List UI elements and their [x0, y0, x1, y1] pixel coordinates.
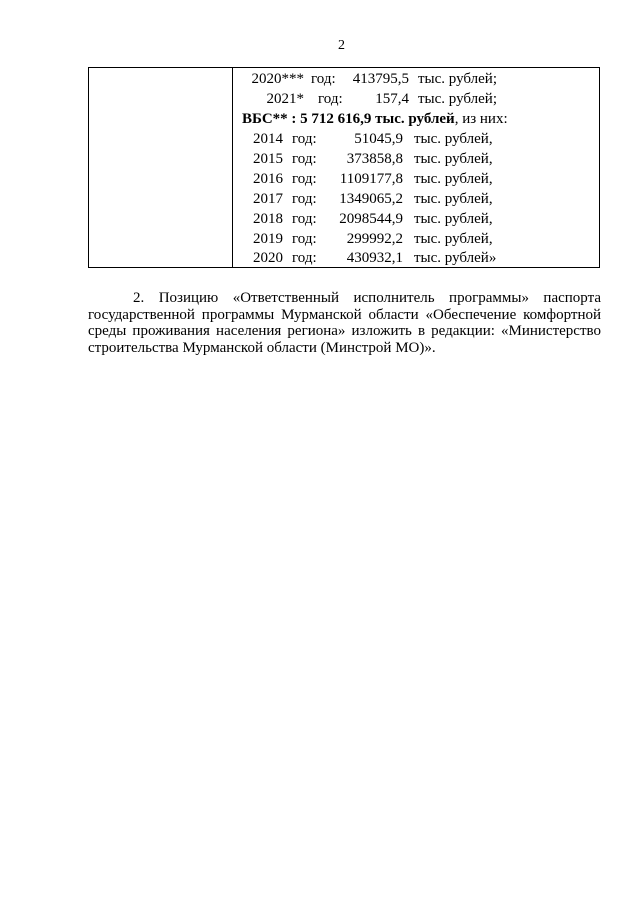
page-number: 2 — [338, 38, 345, 53]
table-row — [89, 229, 599, 249]
vbs-total: ВБС** : 5 712 616,9 тыс. рублей — [242, 111, 455, 127]
unit: тыс. рублей, — [414, 211, 493, 227]
amount: 157,4 — [375, 91, 409, 107]
amount: 2098544,9 — [339, 211, 403, 227]
funding-table — [88, 67, 600, 268]
paragraph-text: 2. Позицию «Ответственный исполнитель программы» паспорта государственной программы Мурманской области «Обеспечение комфортной среды проживания населения региона» изложить в редакции: «Министерство строительства Мурманской области (Минстрой МО)». — [88, 290, 601, 356]
unit: тыс. рублей» — [414, 250, 497, 266]
year: 2018 — [253, 211, 283, 227]
unit: тыс. рублей, — [414, 231, 493, 247]
table-row — [89, 189, 599, 209]
table-row — [89, 149, 599, 169]
year: 2020 — [253, 250, 283, 266]
amount: 430932,1 — [346, 250, 403, 266]
amount: 51045,9 — [354, 131, 403, 147]
year-label: год: — [292, 191, 317, 207]
year-label: год: — [292, 151, 317, 167]
amount: 373858,8 — [346, 151, 403, 167]
year: 2020*** — [251, 71, 304, 87]
year: 2019 — [253, 231, 283, 247]
year: 2014 — [253, 131, 283, 147]
unit: тыс. рублей, — [414, 151, 493, 167]
year-label: год: — [311, 71, 336, 87]
year-label: год: — [292, 131, 317, 147]
year-label: год: — [318, 91, 343, 107]
year-label: год: — [292, 250, 317, 266]
table-row — [89, 209, 599, 229]
amount: 1349065,2 — [339, 191, 403, 207]
vbs-suffix: , из них: — [454, 111, 508, 127]
unit: тыс. рублей, — [414, 171, 493, 187]
year-label: год: — [292, 211, 317, 227]
unit: тыс. рублей, — [414, 131, 493, 147]
table-row — [89, 89, 599, 109]
table-row — [89, 129, 599, 149]
year-label: год: — [292, 171, 317, 187]
vbs-total-row — [242, 109, 640, 129]
year-label: год: — [292, 231, 317, 247]
year: 2017 — [253, 191, 283, 207]
table-row — [89, 69, 599, 89]
table-row — [89, 248, 599, 268]
unit: тыс. рублей; — [418, 71, 497, 87]
year: 2016 — [253, 171, 283, 187]
year: 2021* — [266, 91, 304, 107]
table-row — [89, 169, 599, 189]
amount: 299992,2 — [346, 231, 403, 247]
body-paragraph — [88, 290, 601, 356]
unit: тыс. рублей; — [418, 91, 497, 107]
amount: 413795,5 — [352, 71, 409, 87]
amount: 1109177,8 — [339, 171, 403, 187]
unit: тыс. рублей, — [414, 191, 493, 207]
year: 2015 — [253, 151, 283, 167]
